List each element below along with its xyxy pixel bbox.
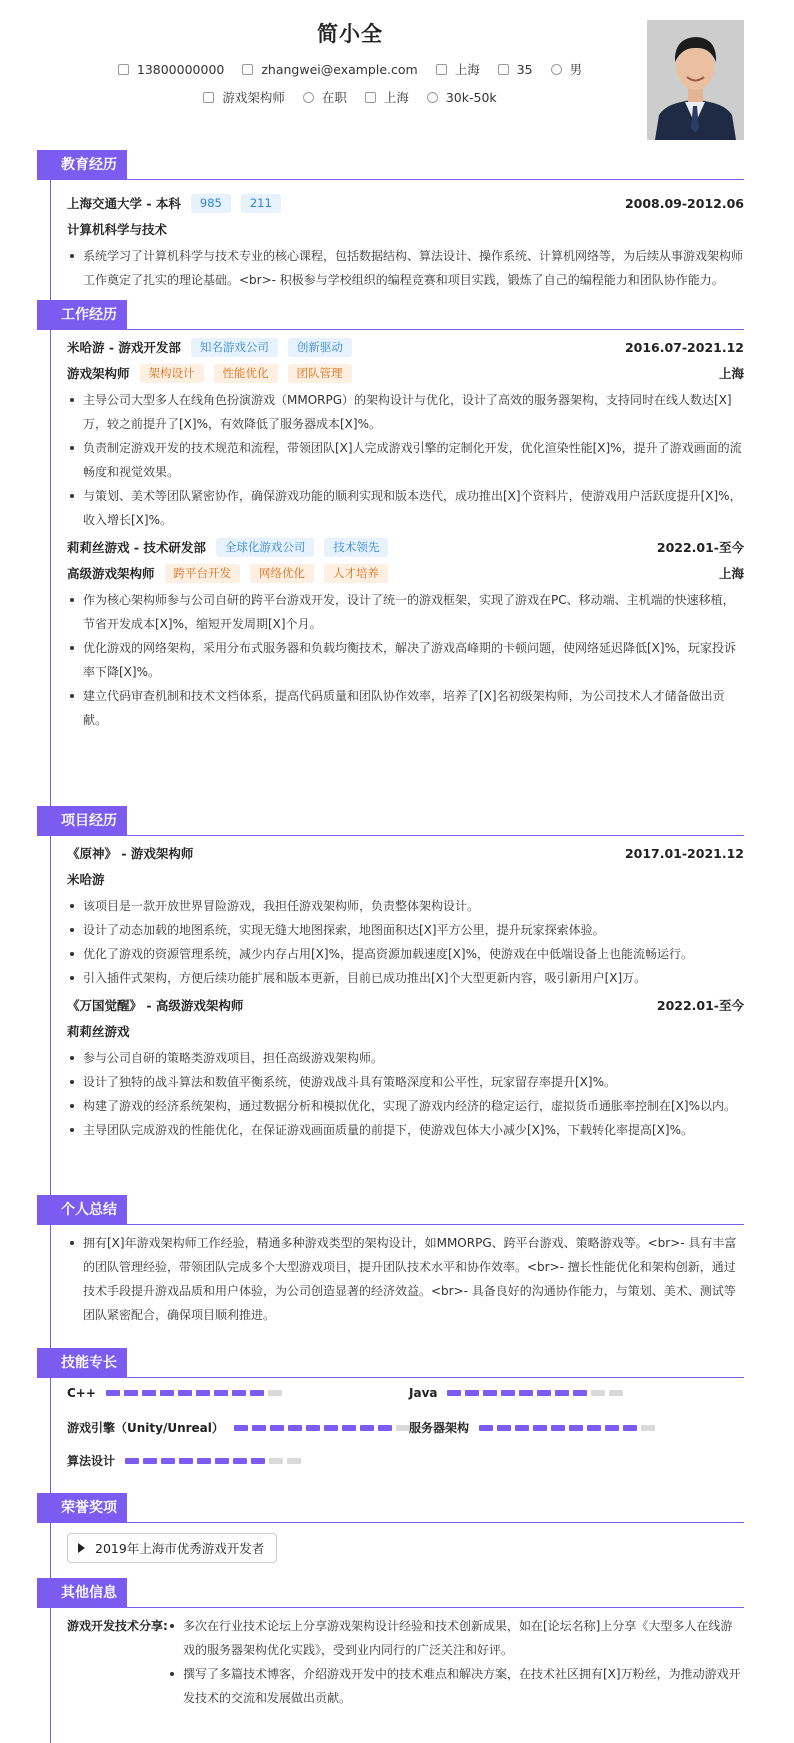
profile-photo-illustration (647, 20, 744, 140)
skill-level-bar (447, 1390, 627, 1396)
list-item: 系统学习了计算机科学与技术专业的核心课程，包括数据结构、算法设计、操作系统、计算机网络等，为后续从事游戏架构师工作奠定了扎实的理论基础。<br>- 积极参与学校组织的编程竞赛和项目实践，锻炼了自己的编程能力和团队协作能力。 (67, 244, 744, 292)
company-name: 莉莉丝游戏 - 技术研发部 (67, 540, 206, 555)
school-tag: 985 (191, 194, 231, 213)
list-item: 引入插件式架构，方便后续功能扩展和版本更新，目前已成功推出[X]个大型更新内容，吸引新用户[X]万。 (67, 966, 744, 990)
skill-item (409, 1386, 627, 1400)
education-row (67, 190, 744, 216)
list-item: 优化游戏的网络架构，采用分布式服务器和负载均衡技术，解决了游戏高峰期的卡顿问题，使网络延迟降低[X]%，玩家投诉率下降[X]%。 (67, 636, 744, 684)
project-date: 2022.01-至今 (656, 998, 744, 1013)
skill-bar-segment (591, 1390, 605, 1396)
position-item (203, 88, 285, 106)
skill-bar-segment (288, 1425, 302, 1431)
other-info-row (67, 1614, 744, 1710)
skill-bar-segment (125, 1458, 139, 1464)
job-date: 2016.07-2021.12 (624, 339, 744, 355)
job-role-row (67, 360, 744, 386)
skill-bar-segment (609, 1390, 623, 1396)
skill-bar-segment (551, 1425, 565, 1431)
section-title: 项目经历 (37, 806, 127, 836)
skill-bar-segment (142, 1390, 156, 1396)
skill-bar-segment (378, 1425, 392, 1431)
list-item: 优化了游戏的资源管理系统，减少内存占用[X]%，提高资源加载速度[X]%，使游戏在中低端设备上也能流畅运行。 (67, 942, 744, 966)
list-item: 设计了独特的战斗算法和数值平衡系统，使游戏战斗具有策略深度和公平性，玩家留存率提升[X]%。 (67, 1070, 744, 1094)
skill-bar-segment (306, 1425, 320, 1431)
role-tag: 跨平台开发 (165, 564, 241, 583)
project-title: 《原神》 - 游戏架构师 (67, 846, 194, 861)
skill-bar-segment (196, 1390, 210, 1396)
school-name: 上海交通大学 - 本科 (67, 196, 181, 211)
job-city: 上海 (718, 566, 744, 581)
skill-bar-segment (465, 1390, 479, 1396)
skill-level-bar (106, 1390, 286, 1396)
section-title: 技能专长 (37, 1348, 127, 1378)
list-item: 设计了动态加载的地图系统，实现无缝大地图探索，地图面积达[X]平方公里，提升玩家探索体验。 (67, 918, 744, 942)
award-text: 2019年上海市优秀游戏开发者 (95, 1541, 265, 1556)
skill-bar-segment (641, 1425, 655, 1431)
list-item: 主导公司大型多人在线角色扮演游戏（MMORPG）的架构设计与优化，设计了高效的服务器架构，支持同时在线人数达[X]万，较之前提升了[X]%，有效降低了服务器成本[X]%。 (67, 388, 744, 436)
section-divider (37, 329, 744, 330)
skill-bar-segment (573, 1390, 587, 1396)
skill-bar-segment (179, 1458, 193, 1464)
education-date: 2008.09-2012.06 (624, 195, 744, 211)
role-tag: 性能优化 (214, 364, 278, 383)
major: 计算机科学与技术 (67, 222, 168, 237)
skills-section (37, 1348, 744, 1488)
project-date: 2017.01-2021.12 (624, 845, 744, 861)
resume-header (0, 0, 794, 160)
skill-item (409, 1419, 659, 1436)
job-city: 上海 (718, 366, 744, 381)
skill-bar-segment (501, 1390, 515, 1396)
skill-bar-segment (555, 1390, 569, 1396)
summary-section (37, 1195, 744, 1327)
salary-text: 30k-50k (445, 90, 497, 105)
phone-text: 13800000000 (136, 62, 225, 77)
skill-bar-segment (143, 1458, 157, 1464)
list-item: 主导团队完成游戏的性能优化，在保证游戏画面质量的前提下，使游戏包体大小减少[X]%，下载转化率提高[X]%。 (67, 1118, 744, 1142)
skill-bar-segment (287, 1458, 301, 1464)
company-tag: 知名游戏公司 (191, 338, 278, 357)
status-icon (303, 92, 314, 103)
section-header (37, 150, 744, 180)
profile-photo (647, 20, 744, 140)
skill-bar-segment (447, 1390, 461, 1396)
list-item: 多次在行业技术论坛上分享游戏架构设计经验和技术创新成果，如在[论坛名称]上分享《大型多人在线游戏的服务器架构优化实践》，受到业内同行的广泛关注和好评。 (167, 1614, 744, 1662)
section-title: 个人总结 (37, 1195, 127, 1225)
skills-grid (67, 1378, 744, 1488)
candidate-name: 简小全 (317, 22, 383, 46)
section-title: 教育经历 (37, 150, 127, 180)
play-icon (78, 1543, 85, 1553)
skill-bar-segment (587, 1425, 601, 1431)
send-icon (203, 92, 214, 103)
position-text: 游戏架构师 (222, 90, 285, 105)
job-role: 高级游戏架构师 (67, 566, 155, 581)
skill-bar-segment (197, 1458, 211, 1464)
email-text: zhangwei@example.com (261, 62, 418, 77)
list-item: 参与公司自研的策略类游戏项目，担任高级游戏架构师。 (67, 1046, 744, 1070)
skill-bar-segment (232, 1390, 246, 1396)
role-tag: 人才培养 (324, 564, 388, 583)
section-header (37, 1195, 744, 1225)
project-title: 《万国觉醒》 - 高级游戏架构师 (67, 998, 244, 1013)
home-icon (436, 64, 447, 75)
project-company: 米哈游 (67, 872, 105, 887)
school-tag: 211 (241, 194, 281, 213)
status-text: 在职 (321, 90, 347, 105)
role-tag: 团队管理 (288, 364, 352, 383)
job-header-row (67, 334, 744, 360)
skill-bar-segment (605, 1425, 619, 1431)
company-name: 米哈游 - 游戏开发部 (67, 340, 181, 355)
skill-bar-segment (250, 1390, 264, 1396)
skill-bar-segment (623, 1425, 637, 1431)
role-tag: 架构设计 (140, 364, 204, 383)
location-item (436, 60, 480, 78)
section-header (37, 1493, 744, 1523)
projects-section (37, 806, 744, 1142)
gender-item (551, 60, 583, 78)
email-item (242, 62, 417, 77)
skill-item (67, 1419, 414, 1436)
list-item: 负责制定游戏开发的技术规范和流程，带领团队[X]人完成游戏引擎的定制化开发，优化渲染性能[X]%，提升了游戏画面的流畅度和视觉效果。 (67, 436, 744, 484)
skill-bar-segment (396, 1425, 410, 1431)
project-header-row (67, 992, 744, 1018)
skill-bar-segment (178, 1390, 192, 1396)
email-icon (242, 64, 253, 75)
city-item (365, 88, 409, 106)
list-item: 构建了游戏的经济系统架构，通过数据分析和模拟优化，实现了游戏内经济的稳定运行，虚拟货币通胀率控制在[X]%以内。 (67, 1094, 744, 1118)
job-intent-row (0, 88, 700, 106)
building-icon (365, 92, 376, 103)
role-tag: 网络优化 (250, 564, 314, 583)
skill-bar-segment (497, 1425, 511, 1431)
project-company: 莉莉丝游戏 (67, 1024, 130, 1039)
job-date: 2022.01-至今 (656, 540, 744, 555)
section-divider (37, 1607, 744, 1608)
job-role-row (67, 560, 744, 586)
section-title: 荣誉奖项 (37, 1493, 127, 1523)
section-divider (37, 1522, 744, 1523)
section-header (37, 1348, 744, 1378)
skill-bar-segment (324, 1425, 338, 1431)
skill-name: 算法设计 (67, 1454, 116, 1468)
job-role: 游戏架构师 (67, 366, 130, 381)
skill-bar-segment (569, 1425, 583, 1431)
age-text: 35 (516, 62, 533, 77)
skill-bar-segment (479, 1425, 493, 1431)
location-text: 上海 (454, 62, 480, 77)
education-section (37, 150, 744, 292)
skill-level-bar (234, 1425, 414, 1431)
skill-bar-segment (519, 1390, 533, 1396)
company-tag: 技术领先 (324, 538, 388, 557)
skill-name: C++ (67, 1386, 96, 1400)
age-item (498, 62, 533, 77)
list-item: 撰写了多篇技术博客，介绍游戏开发中的技术难点和解决方案，在技术社区拥有[X]万粉丝，为推动游戏开发技术的交流和发展做出贡献。 (167, 1662, 744, 1710)
section-header (37, 806, 744, 836)
other-section (37, 1578, 744, 1710)
age-icon (498, 64, 509, 75)
section-title: 其他信息 (37, 1578, 127, 1608)
skill-bar-segment (515, 1425, 529, 1431)
section-divider (37, 835, 744, 836)
section-divider (37, 179, 744, 180)
skill-bar-segment (234, 1425, 248, 1431)
skill-item (67, 1452, 305, 1469)
award-item[interactable] (67, 1533, 277, 1563)
skill-bar-segment (233, 1458, 247, 1464)
awards-section (37, 1493, 744, 1563)
job-header-row (67, 534, 744, 560)
skill-name: Java (409, 1386, 438, 1400)
skill-name: 游戏引擎（Unity/Unreal） (67, 1421, 224, 1435)
salary-item (427, 90, 497, 105)
skill-bar-segment (106, 1390, 120, 1396)
skill-bar-segment (124, 1390, 138, 1396)
salary-icon (427, 92, 438, 103)
section-header (37, 300, 744, 330)
skill-bar-segment (270, 1425, 284, 1431)
company-tag: 创新驱动 (288, 338, 352, 357)
phone-item (118, 62, 224, 77)
list-item: 该项目是一款开放世界冒险游戏，我担任游戏架构师，负责整体架构设计。 (67, 894, 744, 918)
list-item: 拥有[X]年游戏架构师工作经验，精通多种游戏类型的架构设计，如MMORPG、跨平台游戏、策略游戏等。<br>- 具有丰富的团队管理经验，带领团队完成多个大型游戏项目，提升团队技术水平和协作效率。<br>- 擅长性能优化和架构创新，通过技术手段提升游戏品质和用户体验，为公司创造显著的经济效益。<br>- 具备良好的沟通协作能力，与策划、美术、测试等团队紧密配合，确保项目顺利推进。 (67, 1231, 744, 1327)
section-title: 工作经历 (37, 300, 127, 330)
contact-row (0, 60, 700, 78)
list-item: 建立代码审查机制和技术文档体系，提高代码质量和团队协作效率，培养了[X]名初级架构师，为公司技术人才储备做出贡献。 (67, 684, 744, 732)
other-info-label: 游戏开发技术分享: (67, 1619, 168, 1633)
section-header (37, 1578, 744, 1608)
skill-level-bar (125, 1458, 305, 1464)
gender-text: 男 (569, 62, 583, 77)
skill-bar-segment (537, 1390, 551, 1396)
skill-bar-segment (483, 1390, 497, 1396)
skill-name: 服务器架构 (409, 1421, 470, 1435)
skill-item (67, 1386, 286, 1400)
project-header-row (67, 840, 744, 866)
list-item: 作为核心架构师参与公司自研的跨平台游戏开发，设计了统一的游戏框架，实现了游戏在PC、移动端、主机端的快速移植，节省开发成本[X]%，缩短开发周期[X]个月。 (67, 588, 744, 636)
skill-bar-segment (160, 1390, 174, 1396)
gender-icon (551, 64, 562, 75)
skill-bar-segment (268, 1390, 282, 1396)
city-text: 上海 (383, 90, 409, 105)
skill-level-bar (479, 1425, 659, 1431)
skill-bar-segment (214, 1390, 228, 1396)
skill-bar-segment (269, 1458, 283, 1464)
skill-bar-segment (161, 1458, 175, 1464)
skill-bar-segment (360, 1425, 374, 1431)
phone-icon (118, 64, 129, 75)
skill-bar-segment (533, 1425, 547, 1431)
status-item (303, 88, 347, 106)
list-item: 与策划、美术等团队紧密协作，确保游戏功能的顺利实现和版本迭代，成功推出[X]个资料片，使游戏用户活跃度提升[X]%，收入增长[X]%。 (67, 484, 744, 532)
section-divider (37, 1224, 744, 1225)
work-section (37, 300, 744, 732)
company-tag: 全球化游戏公司 (216, 538, 315, 557)
skill-bar-segment (342, 1425, 356, 1431)
skill-bar-segment (252, 1425, 266, 1431)
skill-bar-segment (251, 1458, 265, 1464)
skill-bar-segment (215, 1458, 229, 1464)
